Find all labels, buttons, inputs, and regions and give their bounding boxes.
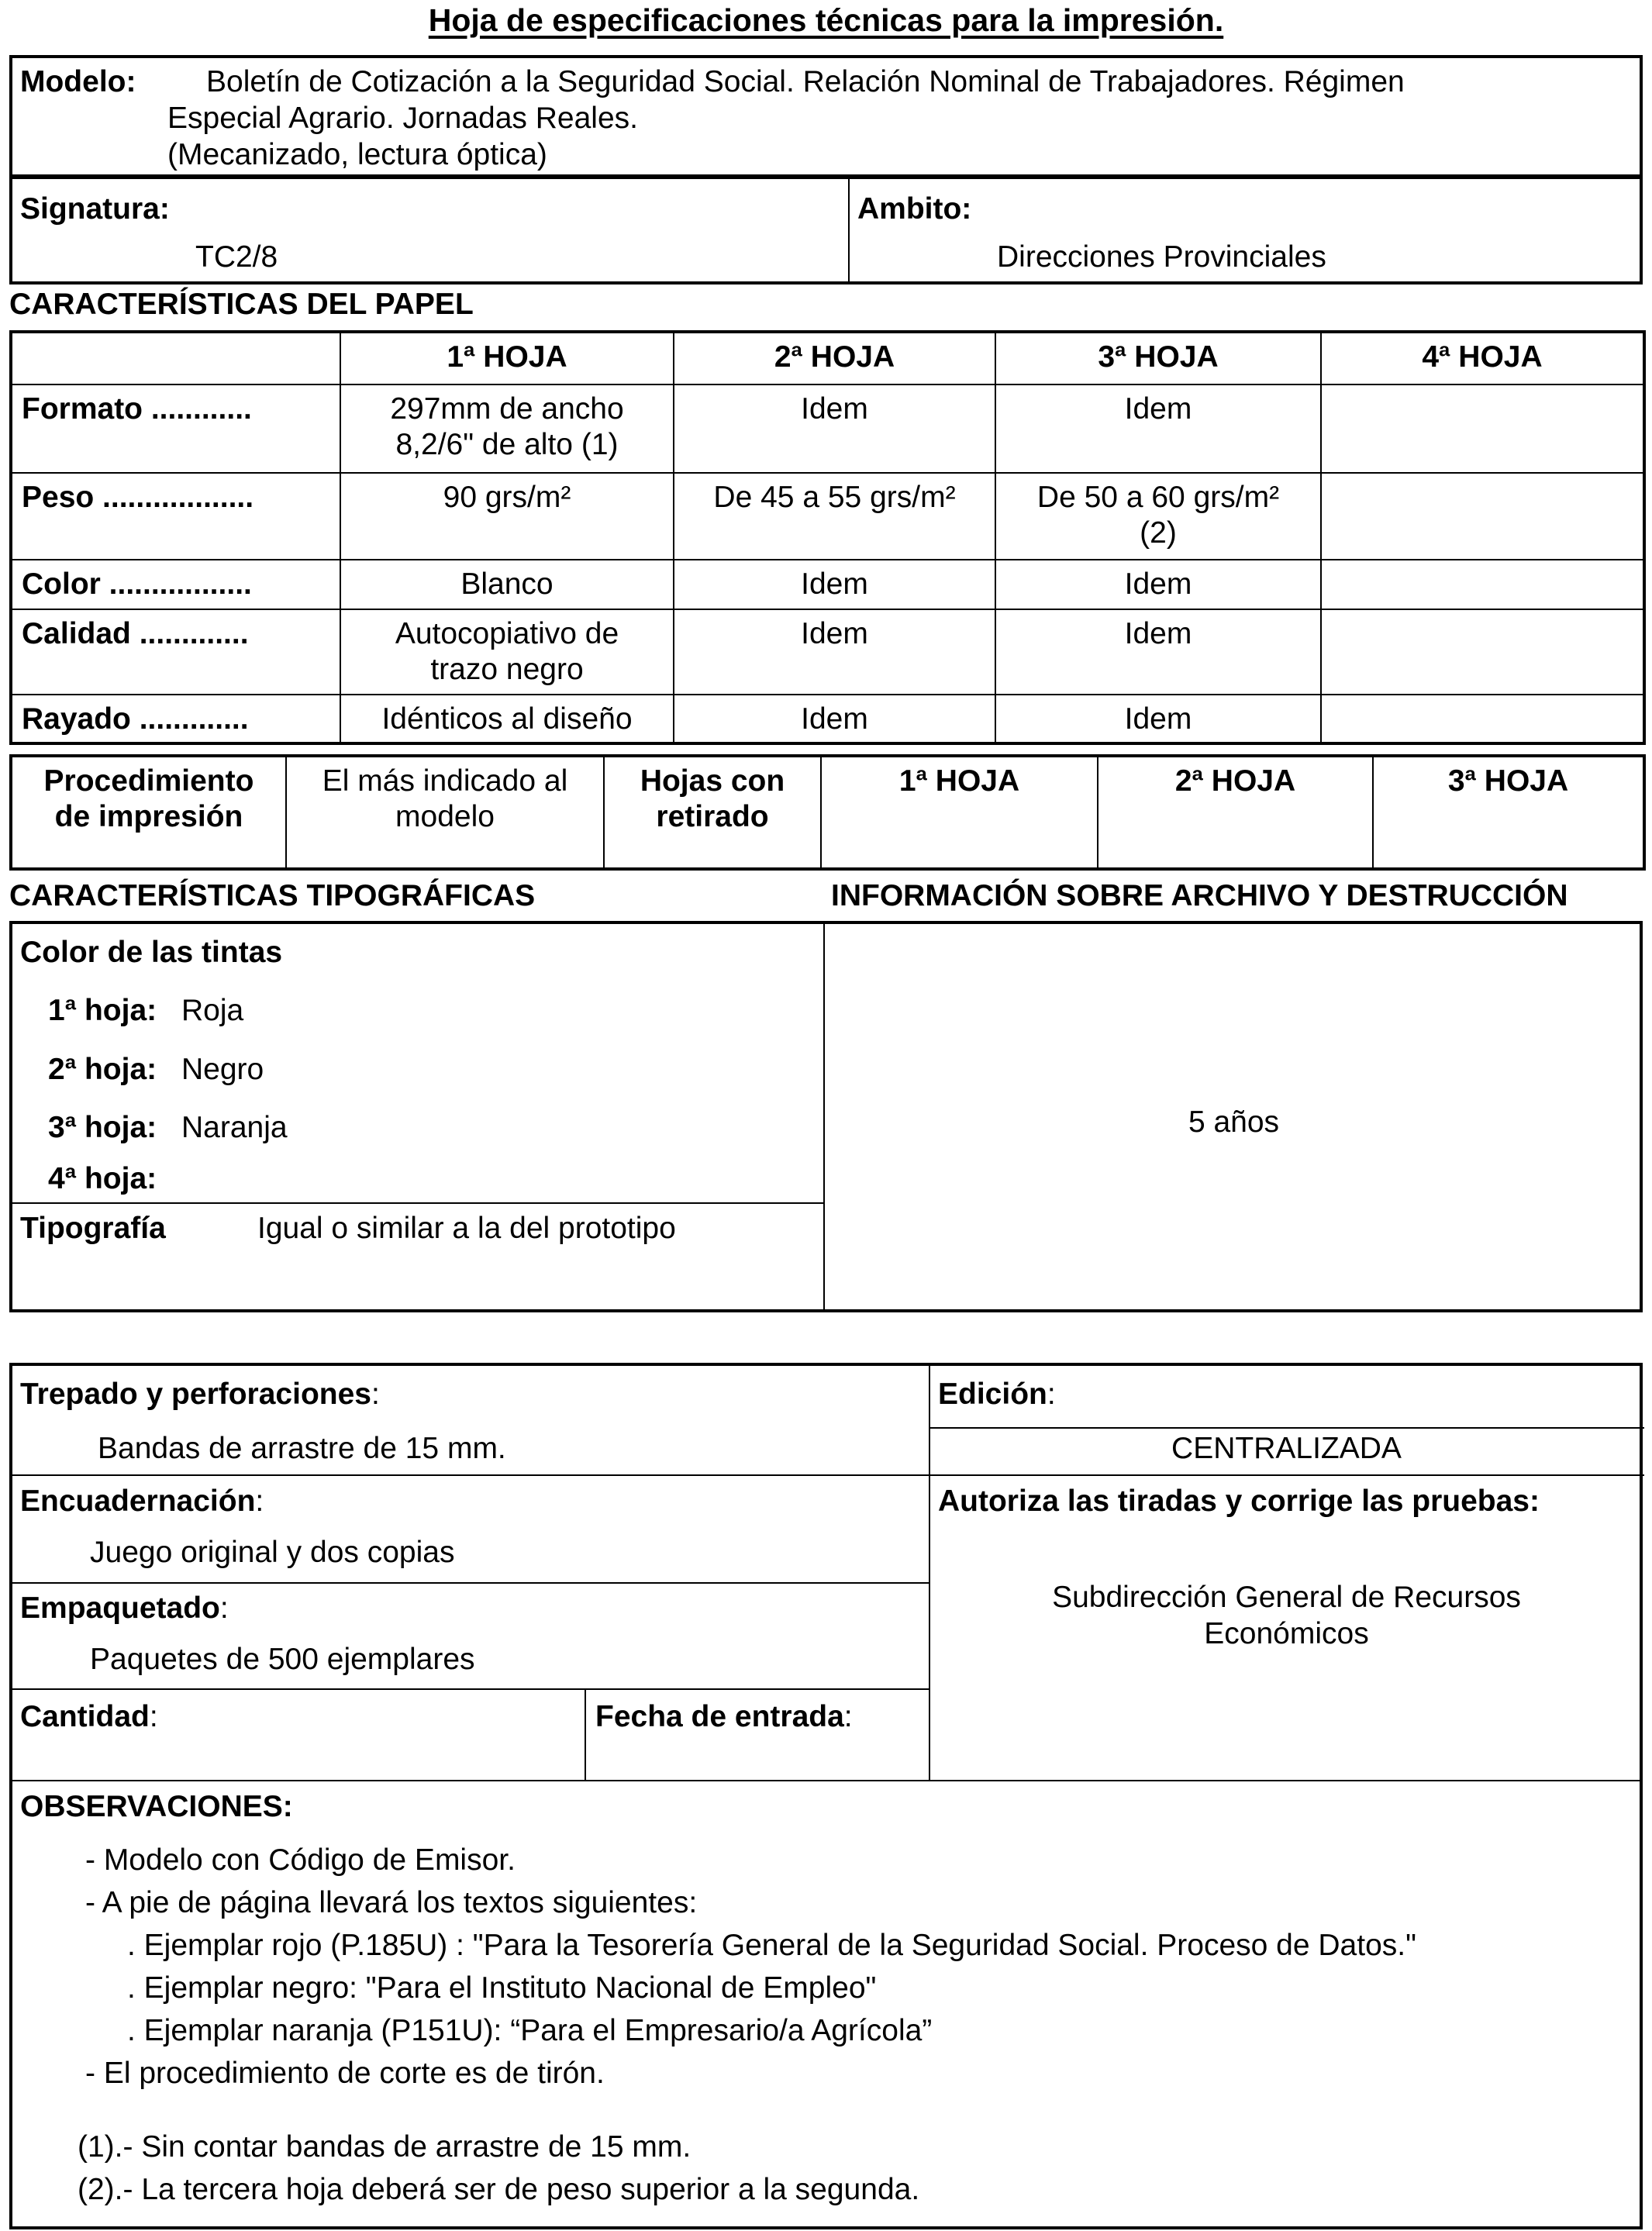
cell-line: de impresión	[54, 800, 243, 833]
model-line-3: (Mecanizado, lectura óptica)	[167, 138, 547, 171]
archivo-section-title: INFORMACIÓN SOBRE ARCHIVO Y DESTRUCCIÓN	[831, 879, 1568, 912]
paper-table	[9, 330, 1646, 745]
table-row	[11, 695, 1644, 743]
divider	[929, 1427, 1644, 1429]
row-label: Peso ..................	[11, 473, 340, 560]
table-cell: Idem	[995, 560, 1321, 609]
proc-header-3: 3ª HOJA	[1373, 756, 1644, 869]
cell-line: (2)	[1140, 516, 1177, 550]
trepado-label	[20, 1377, 380, 1413]
colon: :	[843, 1700, 853, 1733]
divider	[12, 1202, 823, 1204]
cell-line: trazo negro	[430, 653, 584, 686]
observaciones-label: OBSERVACIONES:	[20, 1790, 293, 1823]
label-text: Cantidad	[20, 1700, 150, 1733]
table-cell: Idem	[995, 609, 1321, 695]
label-text: Trepado y perforaciones	[20, 1378, 371, 1411]
paper-header-3: 3ª HOJA	[995, 332, 1321, 384]
paper-header-4: 4ª HOJA	[1321, 332, 1644, 384]
ink-value-2: Negro	[181, 1053, 264, 1086]
tipografia-value: Igual o similar a la del prototipo	[257, 1212, 676, 1245]
divider	[929, 1474, 1644, 1476]
observation-line: - Modelo con Código de Emisor.	[85, 1843, 516, 1877]
label-text: Encuadernación	[20, 1484, 256, 1518]
table-row	[11, 473, 1644, 560]
cell-line: De 50 a 60 grs/m²	[1036, 481, 1280, 514]
table-cell: De 45 a 55 grs/m²	[674, 473, 995, 560]
ink-label-3: 3ª hoja:	[48, 1111, 157, 1144]
ink-label-4: 4ª hoja:	[48, 1162, 157, 1195]
table-row	[11, 560, 1644, 609]
observaciones-list	[78, 1839, 1416, 2211]
procedure-value	[286, 756, 604, 869]
divider	[12, 1688, 930, 1690]
table-cell: Idem	[674, 695, 995, 743]
proc-header-1: 1ª HOJA	[821, 756, 1098, 869]
model-line-1: Boletín de Cotización a la Seguridad Social. Relación Nominal de Trabajadores. Régimen	[206, 65, 1405, 98]
label-text: Fecha de entrada	[595, 1700, 844, 1733]
fecha-entrada-label	[595, 1699, 853, 1736]
colon: :	[219, 1591, 229, 1625]
observation-line: . Ejemplar naranja (P151U): “Para el Empresario/a Agrícola”	[127, 2014, 933, 2047]
encuadernacion-label	[20, 1484, 264, 1520]
ink-label-2: 2ª hoja:	[48, 1053, 157, 1086]
paper-header-row	[11, 332, 1644, 384]
empaquetado-label	[20, 1591, 229, 1627]
empaquetado-value: Paquetes de 500 ejemplares	[90, 1643, 475, 1676]
archivo-value: 5 años	[1188, 1105, 1280, 1139]
ambito-value: Direcciones Provinciales	[997, 240, 1326, 274]
table-cell: Idénticos al diseño	[340, 695, 674, 743]
table-row	[11, 609, 1644, 695]
paper-section-title: CARACTERÍSTICAS DEL PAPEL	[9, 288, 474, 321]
table-cell: Blanco	[340, 560, 674, 609]
signatura-box	[9, 176, 1643, 284]
edition-box	[9, 1363, 1643, 2229]
cell-line: Procedimiento	[43, 764, 254, 798]
divider	[12, 1582, 930, 1584]
spacer	[85, 2095, 1416, 2126]
signatura-label: Signatura:	[20, 192, 170, 226]
table-cell	[340, 609, 674, 695]
edicion-label	[938, 1377, 1056, 1413]
row-label: Formato ............	[11, 384, 340, 473]
tipografia-label: Tipografía	[20, 1212, 166, 1245]
cell-line: retirado	[656, 800, 769, 833]
colon: :	[255, 1484, 264, 1518]
edicion-value: CENTRALIZADA	[1171, 1432, 1402, 1465]
table-cell: Idem	[995, 384, 1321, 473]
proc-header-2: 2ª HOJA	[1098, 756, 1373, 869]
label-text: Edición	[938, 1378, 1047, 1411]
table-cell	[1321, 560, 1644, 609]
cell-line: Autocopiativo de	[395, 617, 619, 650]
paper-header-2: 2ª HOJA	[674, 332, 995, 384]
page-title: Hoja de especificaciones técnicas para la impresión.	[428, 2, 1224, 38]
encuadernacion-value: Juego original y dos copias	[90, 1536, 455, 1569]
divider	[12, 1474, 930, 1476]
table-cell: Idem	[674, 560, 995, 609]
ink-label: Color de las tintas	[20, 936, 283, 969]
table-cell: Idem	[674, 609, 995, 695]
table-cell	[1321, 695, 1644, 743]
observation-line: (2).- La tercera hoja deberá ser de peso superior a la segunda.	[78, 2173, 920, 2206]
paper-header-1: 1ª HOJA	[340, 332, 674, 384]
table-cell	[1321, 473, 1644, 560]
observation-line: - El procedimiento de corte es de tirón.	[85, 2057, 605, 2090]
model-line-2: Especial Agrario. Jornadas Reales.	[167, 102, 638, 135]
divider	[12, 1780, 1643, 1781]
typography-box	[9, 921, 1643, 1312]
colon: :	[149, 1700, 158, 1733]
signatura-value: TC2/8	[195, 240, 278, 274]
observation-line: - A pie de página llevará los textos siguientes:	[85, 1886, 698, 1919]
observation-line: . Ejemplar negro: "Para el Instituto Nacional de Empleo"	[127, 1971, 877, 2005]
row-label: Calidad .............	[11, 609, 340, 695]
cell-line: El más indicado al	[322, 764, 568, 798]
typo-section-title: CARACTERÍSTICAS TIPOGRÁFICAS	[9, 879, 536, 912]
observation-line: (1).- Sin contar bandas de arrastre de 15 mm.	[78, 2130, 691, 2164]
row-label: Color .................	[11, 560, 340, 609]
cell-line: 8,2/6" de alto (1)	[395, 428, 619, 461]
cell-line: Hojas con	[640, 764, 785, 798]
table-cell: 90 grs/m²	[340, 473, 674, 560]
cell-line: 297mm de ancho	[390, 392, 624, 426]
ink-value-1: Roja	[181, 994, 244, 1027]
ambito-label: Ambito:	[857, 192, 972, 226]
ink-value-3: Naranja	[181, 1111, 288, 1144]
colon: :	[1047, 1378, 1056, 1411]
retirado-label	[604, 756, 821, 869]
table-cell	[995, 473, 1321, 560]
table-cell	[1321, 609, 1644, 695]
row-label: Rayado .............	[11, 695, 340, 743]
colon: :	[371, 1378, 380, 1411]
model-label: Modelo:	[20, 65, 136, 98]
trepado-value: Bandas de arrastre de 15 mm.	[98, 1432, 506, 1465]
table-cell	[1321, 384, 1644, 473]
ink-label-1: 1ª hoja:	[48, 994, 157, 1027]
label-text: Empaquetado	[20, 1591, 220, 1625]
cell-line: Económicos	[1204, 1616, 1369, 1650]
divider	[848, 179, 850, 284]
model-box	[9, 55, 1643, 178]
procedure-table	[9, 754, 1646, 871]
divider	[585, 1688, 586, 1780]
cantidad-label	[20, 1699, 158, 1736]
table-row	[11, 384, 1644, 473]
paper-header-empty	[11, 332, 340, 384]
procedure-label	[11, 756, 286, 869]
autoriza-label: Autoriza las tiradas y corrige las pruebas:	[938, 1484, 1540, 1518]
table-cell: Idem	[995, 695, 1321, 743]
autoriza-value	[930, 1580, 1643, 1653]
table-cell: Idem	[674, 384, 995, 473]
cell-line: Subdirección General de Recursos	[1052, 1581, 1521, 1614]
table-cell	[340, 384, 674, 473]
cell-line: modelo	[395, 800, 495, 833]
observation-line: . Ejemplar rojo (P.185U) : "Para la Tesorería General de la Seguridad Social. Proceso de Datos."	[127, 1929, 1416, 1962]
